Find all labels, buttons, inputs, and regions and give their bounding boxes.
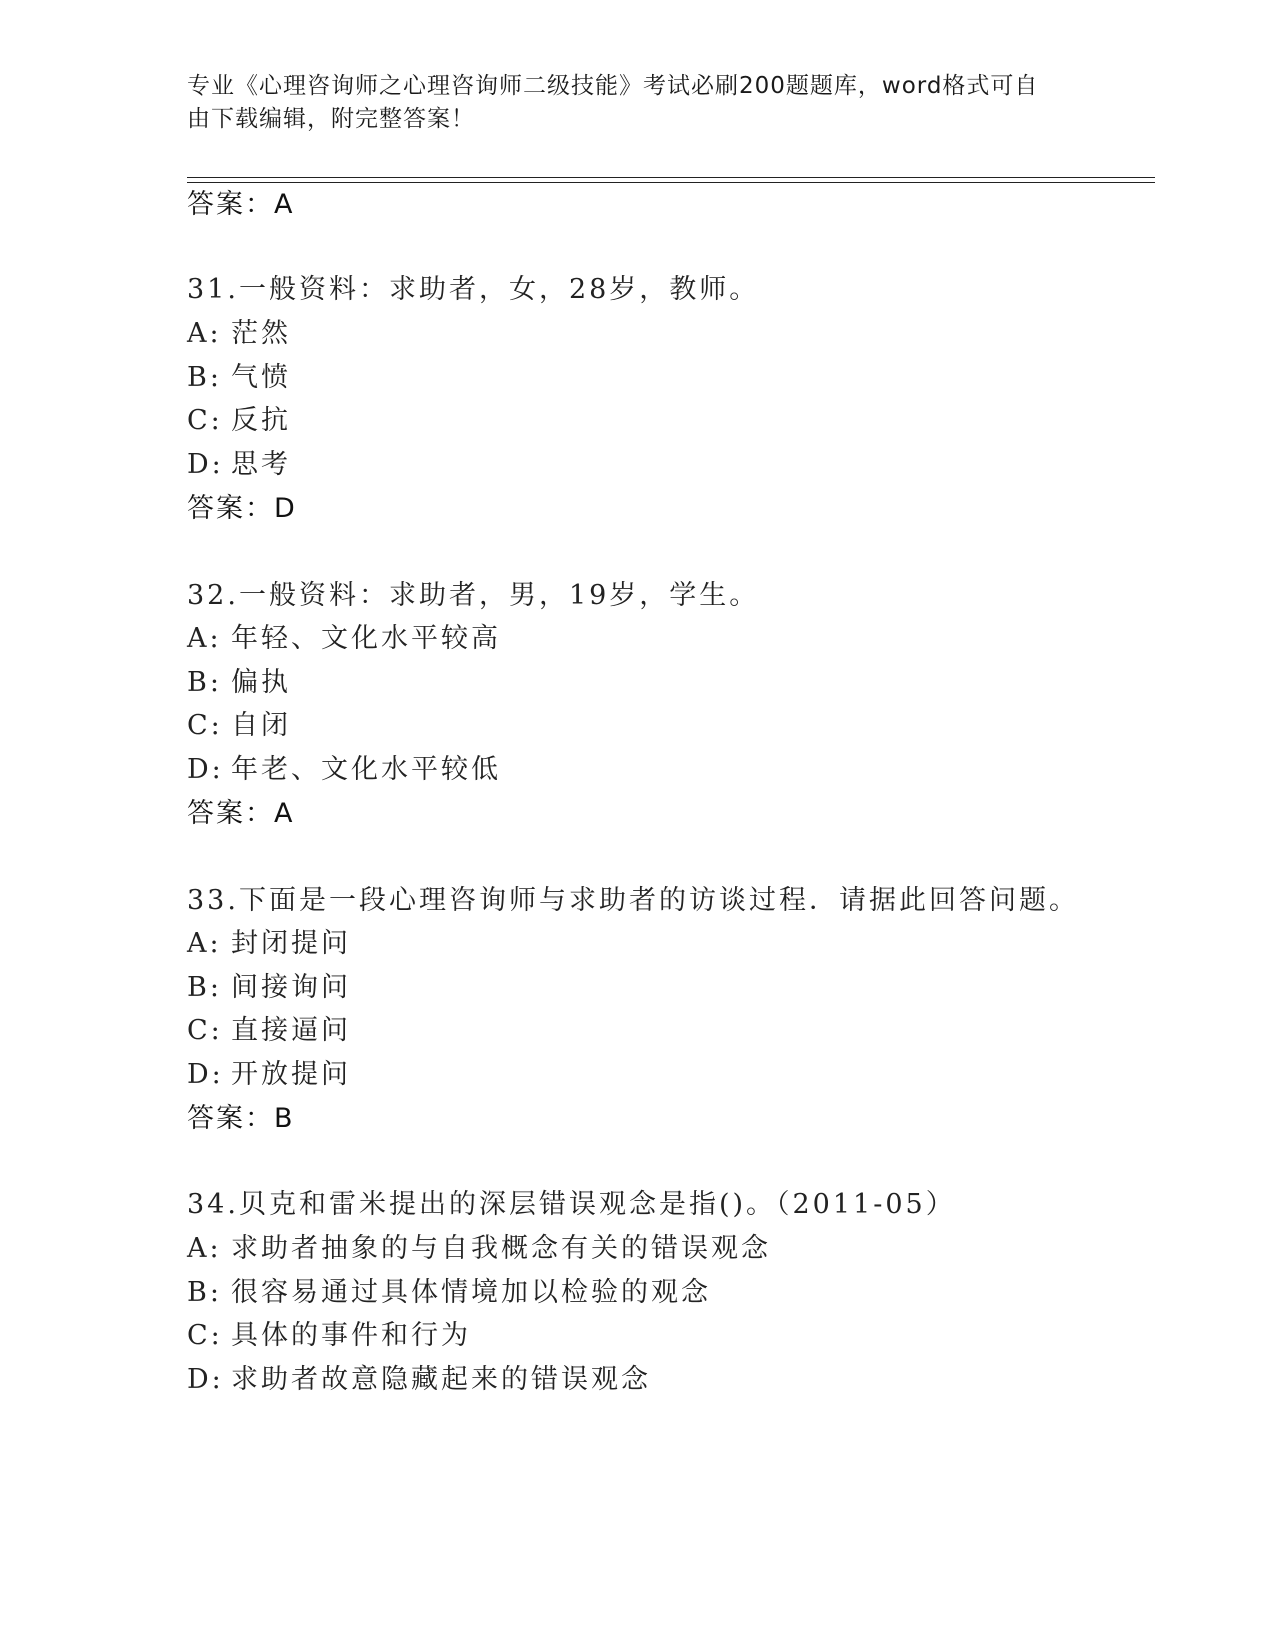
- option-key: B:: [187, 667, 222, 698]
- answer: 答案：B: [187, 1103, 295, 1134]
- answer: 答案：D: [187, 493, 297, 524]
- option-a: [187, 621, 501, 657]
- option-d: [187, 1057, 351, 1093]
- option-text: 反抗: [231, 405, 291, 436]
- option-key: C:: [187, 1015, 223, 1046]
- option-text: 年轻、文化水平较高: [231, 623, 501, 654]
- option-a: [187, 316, 291, 352]
- option-text: 间接询问: [231, 972, 351, 1003]
- option-key: B:: [187, 362, 222, 393]
- option-a: [187, 1231, 771, 1267]
- header-line-1: 专业《心理咨询师之心理咨询师二级技能》考试必刷200题题库，word格式可自: [187, 73, 1039, 99]
- option-key: D:: [187, 1364, 224, 1395]
- option-c: [187, 1318, 471, 1354]
- option-key: D:: [187, 449, 224, 480]
- option-key: B:: [187, 1277, 222, 1308]
- option-text: 偏执: [231, 667, 291, 698]
- option-c: [187, 1013, 351, 1049]
- option-key: D:: [187, 754, 224, 785]
- option-text: 思考: [231, 449, 291, 480]
- option-text: 茫然: [231, 318, 291, 349]
- option-key: D:: [187, 1059, 224, 1090]
- option-text: 很容易通过具体情境加以检验的观念: [231, 1277, 711, 1308]
- option-text: 具体的事件和行为: [231, 1320, 471, 1351]
- option-key: B:: [187, 972, 222, 1003]
- option-text: 直接逼问: [231, 1015, 351, 1046]
- option-text: 气愤: [231, 362, 291, 393]
- answer-previous: 答案：A: [187, 189, 295, 220]
- option-text: 自闭: [231, 710, 291, 741]
- document-header: [187, 70, 1067, 136]
- question-stem: 33.下面是一段心理咨询师与求助者的访谈过程．请据此回答问题。: [187, 885, 1079, 916]
- option-text: 封闭提问: [231, 928, 351, 959]
- option-key: C:: [187, 405, 223, 436]
- option-c: [187, 403, 291, 439]
- question-stem: 34.贝克和雷米提出的深层错误观念是指()。（2011-05）: [187, 1189, 956, 1220]
- option-d: [187, 447, 291, 483]
- option-c: [187, 708, 291, 744]
- header-divider-bottom: [187, 182, 1155, 183]
- option-b: [187, 360, 291, 396]
- option-key: A:: [187, 623, 222, 654]
- option-b: [187, 665, 291, 701]
- option-key: C:: [187, 710, 223, 741]
- option-text: 求助者故意隐藏起来的错误观念: [231, 1364, 651, 1395]
- option-key: A:: [187, 318, 222, 349]
- option-key: C:: [187, 1320, 223, 1351]
- option-key: A:: [187, 928, 222, 959]
- option-b: [187, 1275, 711, 1311]
- answer: 答案：A: [187, 798, 295, 829]
- question-stem: 31.一般资料：求助者，女，28岁，教师。: [187, 274, 760, 305]
- option-text: 年老、文化水平较低: [231, 754, 501, 785]
- option-key: A:: [187, 1233, 222, 1264]
- option-d: [187, 752, 501, 788]
- question-stem: 32.一般资料：求助者，男，19岁，学生。: [187, 580, 760, 611]
- option-text: 求助者抽象的与自我概念有关的错误观念: [231, 1233, 771, 1264]
- header-divider-top: [187, 177, 1155, 178]
- option-b: [187, 970, 351, 1006]
- option-d: [187, 1362, 651, 1398]
- option-text: 开放提问: [231, 1059, 351, 1090]
- header-line-2: 由下载编辑，附完整答案！: [187, 106, 475, 132]
- option-a: [187, 926, 351, 962]
